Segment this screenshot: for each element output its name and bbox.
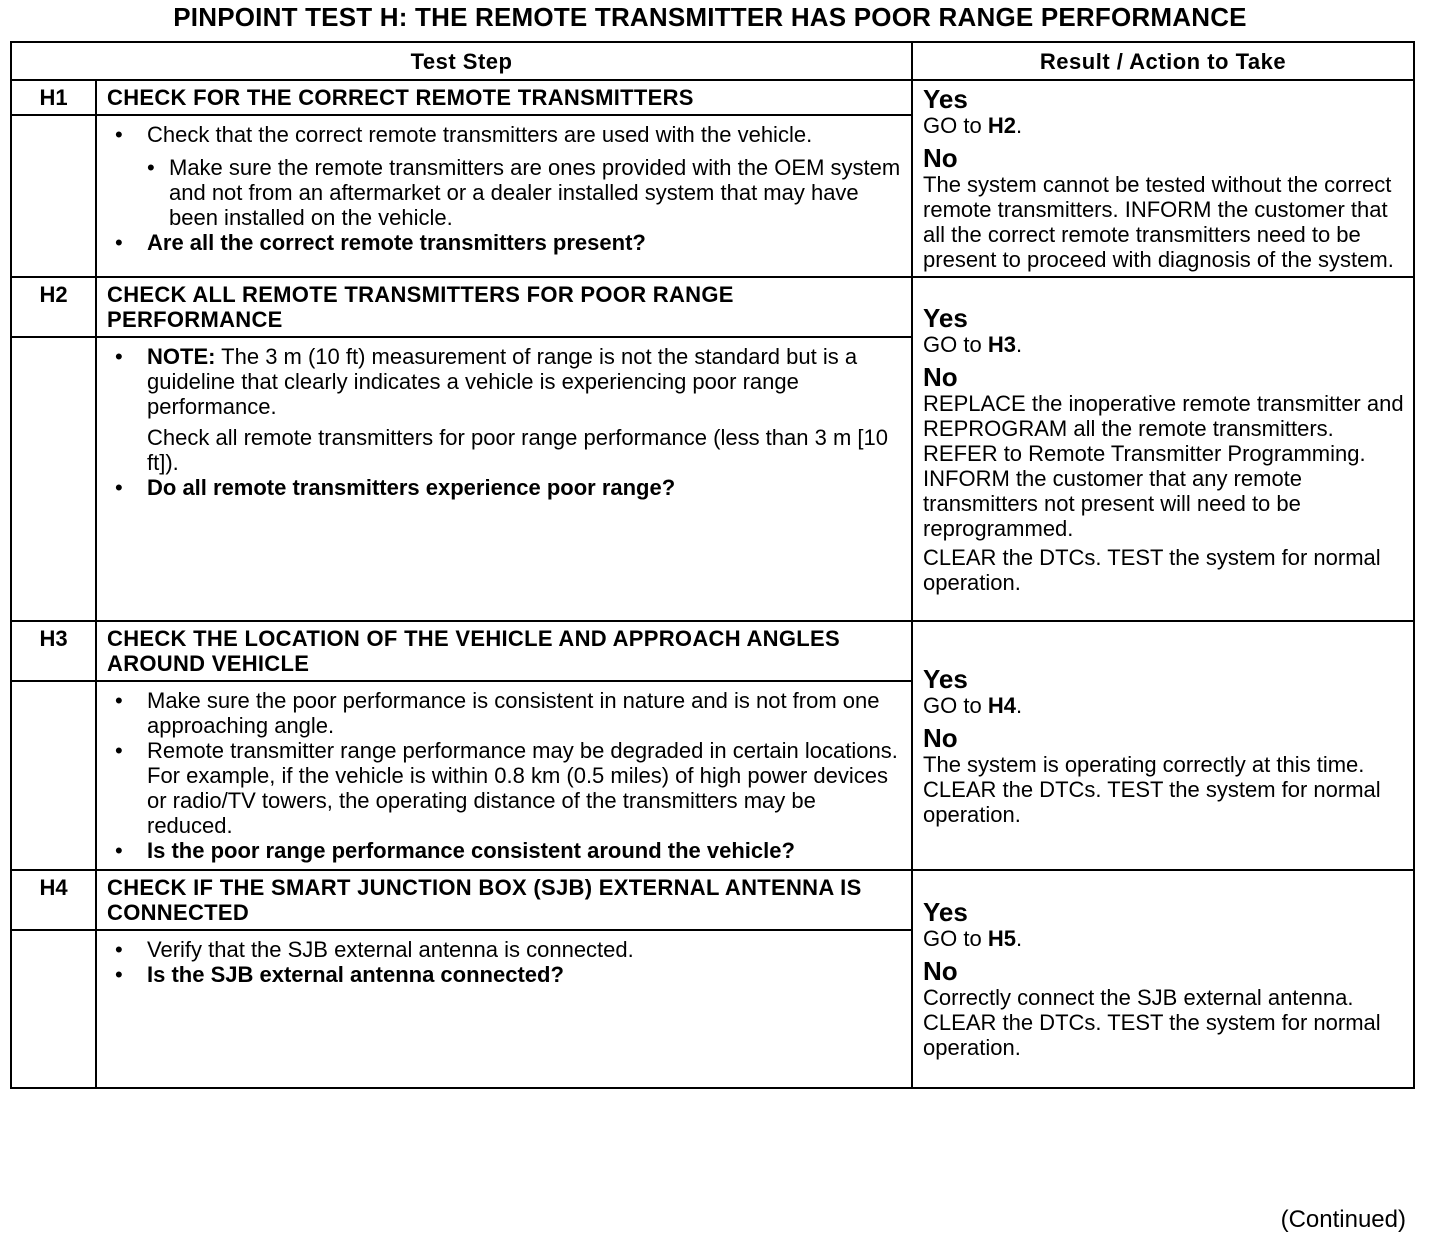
step-h1-id: H1 — [11, 80, 96, 115]
step-h3-id-spacer — [11, 681, 96, 870]
continued-label: (Continued) — [1280, 1206, 1406, 1233]
step-h1-yes-label: Yes — [923, 84, 968, 114]
step-h4-result — [912, 870, 1414, 1088]
step-h1-sub-bullet-1: • Make sure the remote transmitters are ones provided with the OEM system and not from an aftermarket or a dealer installed system that may have been installed on the vehicle. — [147, 155, 901, 230]
step-h3-question: • Is the poor range performance consistent around the vehicle? — [115, 838, 795, 863]
step-h4-no-label: No — [923, 956, 958, 986]
step-h1-no-label: No — [923, 143, 958, 173]
step-h3-body — [96, 681, 912, 870]
step-h3-result — [912, 621, 1414, 870]
step-h1-yes-action: GO to H2. — [923, 113, 1023, 138]
step-h2-question: • Do all remote transmitters experience poor range? — [115, 475, 676, 500]
step-h2-paragraph: Check all remote transmitters for poor range performance (less than 3 m [10 ft]). — [147, 425, 888, 475]
step-h4-body — [96, 930, 912, 1088]
step-h4-yes-label: Yes — [923, 897, 968, 927]
step-h4-id-spacer — [11, 930, 96, 1088]
step-h4-title: CHECK IF THE SMART JUNCTION BOX (SJB) EXTERNAL ANTENNA IS CONNECTED — [96, 870, 912, 930]
step-h1-no-action: The system cannot be tested without the correct remote transmitters. INFORM the customer that all the correct remote transmitters need to be present to proceed with diagnosis of the system. — [923, 172, 1394, 272]
step-h2-result — [912, 277, 1414, 621]
step-h2-title: CHECK ALL REMOTE TRANSMITTERS FOR POOR RANGE PERFORMANCE — [96, 277, 912, 337]
step-h1-result — [912, 80, 1414, 277]
step-h4-bullet-1: • Verify that the SJB external antenna is connected. — [115, 937, 634, 962]
step-h3-bullet-2: • Remote transmitter range performance may be degraded in certain locations. For example, if the vehicle is within 0.8 km (0.5 miles) of high power devices or radio/TV towers, the operating distance of the transmitters may be reduced. — [115, 738, 898, 838]
step-h2-yes-label: Yes — [923, 302, 968, 333]
step-h1-title: CHECK FOR THE CORRECT REMOTE TRANSMITTERS — [96, 80, 912, 115]
step-h2-no-label: No — [923, 361, 958, 392]
pinpoint-test-table — [10, 41, 1415, 1089]
table-header-row — [11, 42, 1414, 80]
step-h4-question: • Is the SJB external antenna connected? — [115, 962, 564, 987]
step-h2-id-spacer — [11, 337, 96, 621]
step-h4-yes-action: GO to H5. — [923, 926, 1023, 951]
step-h3-id: H3 — [11, 621, 96, 681]
step-h2-id: H2 — [11, 277, 96, 337]
step-h4-id: H4 — [11, 870, 96, 930]
step-h2-no-action: REPLACE the inoperative remote transmitter and REPROGRAM all the remote transmitters. REFER to Remote Transmitter Programming. INFORM the customer that any remote transmitters not present will need to be reprogrammed. — [923, 390, 1404, 541]
step-h2-note: • NOTE: The 3 m (10 ft) measurement of range is not the standard but is a guideline that clearly indicates a vehicle is experiencing poor range performance. — [115, 344, 858, 419]
step-h4-title-row — [11, 870, 1414, 930]
step-h2-no-action-2: CLEAR the DTCs. TEST the system for normal operation. — [923, 544, 1381, 595]
step-h3-title-row — [11, 621, 1414, 681]
step-h2-yes-action: GO to H3. — [923, 331, 1023, 357]
step-h1-bullet-1: • Check that the correct remote transmitters are used with the vehicle. — [115, 122, 813, 147]
step-h3-title: CHECK THE LOCATION OF THE VEHICLE AND APPROACH ANGLES AROUND VEHICLE — [96, 621, 912, 681]
step-h3-bullet-1: • Make sure the poor performance is consistent in nature and is not from one approaching angle. — [115, 688, 880, 738]
step-h1-body — [96, 115, 912, 277]
step-h1-id-spacer — [11, 115, 96, 277]
step-h1-question: • Are all the correct remote transmitters present? — [115, 230, 646, 255]
step-h1-title-row — [11, 80, 1414, 115]
step-h2-title-row — [11, 277, 1414, 337]
step-h2-body — [96, 337, 912, 621]
test-step-header: Test Step — [11, 42, 912, 80]
result-action-header: Result / Action to Take — [912, 42, 1414, 80]
step-h3-yes-label: Yes — [923, 663, 968, 694]
page-title: PINPOINT TEST H: THE REMOTE TRANSMITTER HAS POOR RANGE PERFORMANCE — [173, 2, 1247, 32]
step-h4-no-action: Correctly connect the SJB external antenna. CLEAR the DTCs. TEST the system for normal operation. — [923, 985, 1381, 1060]
step-h3-no-action: The system is operating correctly at this time. CLEAR the DTCs. TEST the system for normal operation. — [923, 751, 1381, 827]
step-h3-no-label: No — [923, 722, 958, 753]
step-h3-yes-action: GO to H4. — [923, 692, 1023, 718]
